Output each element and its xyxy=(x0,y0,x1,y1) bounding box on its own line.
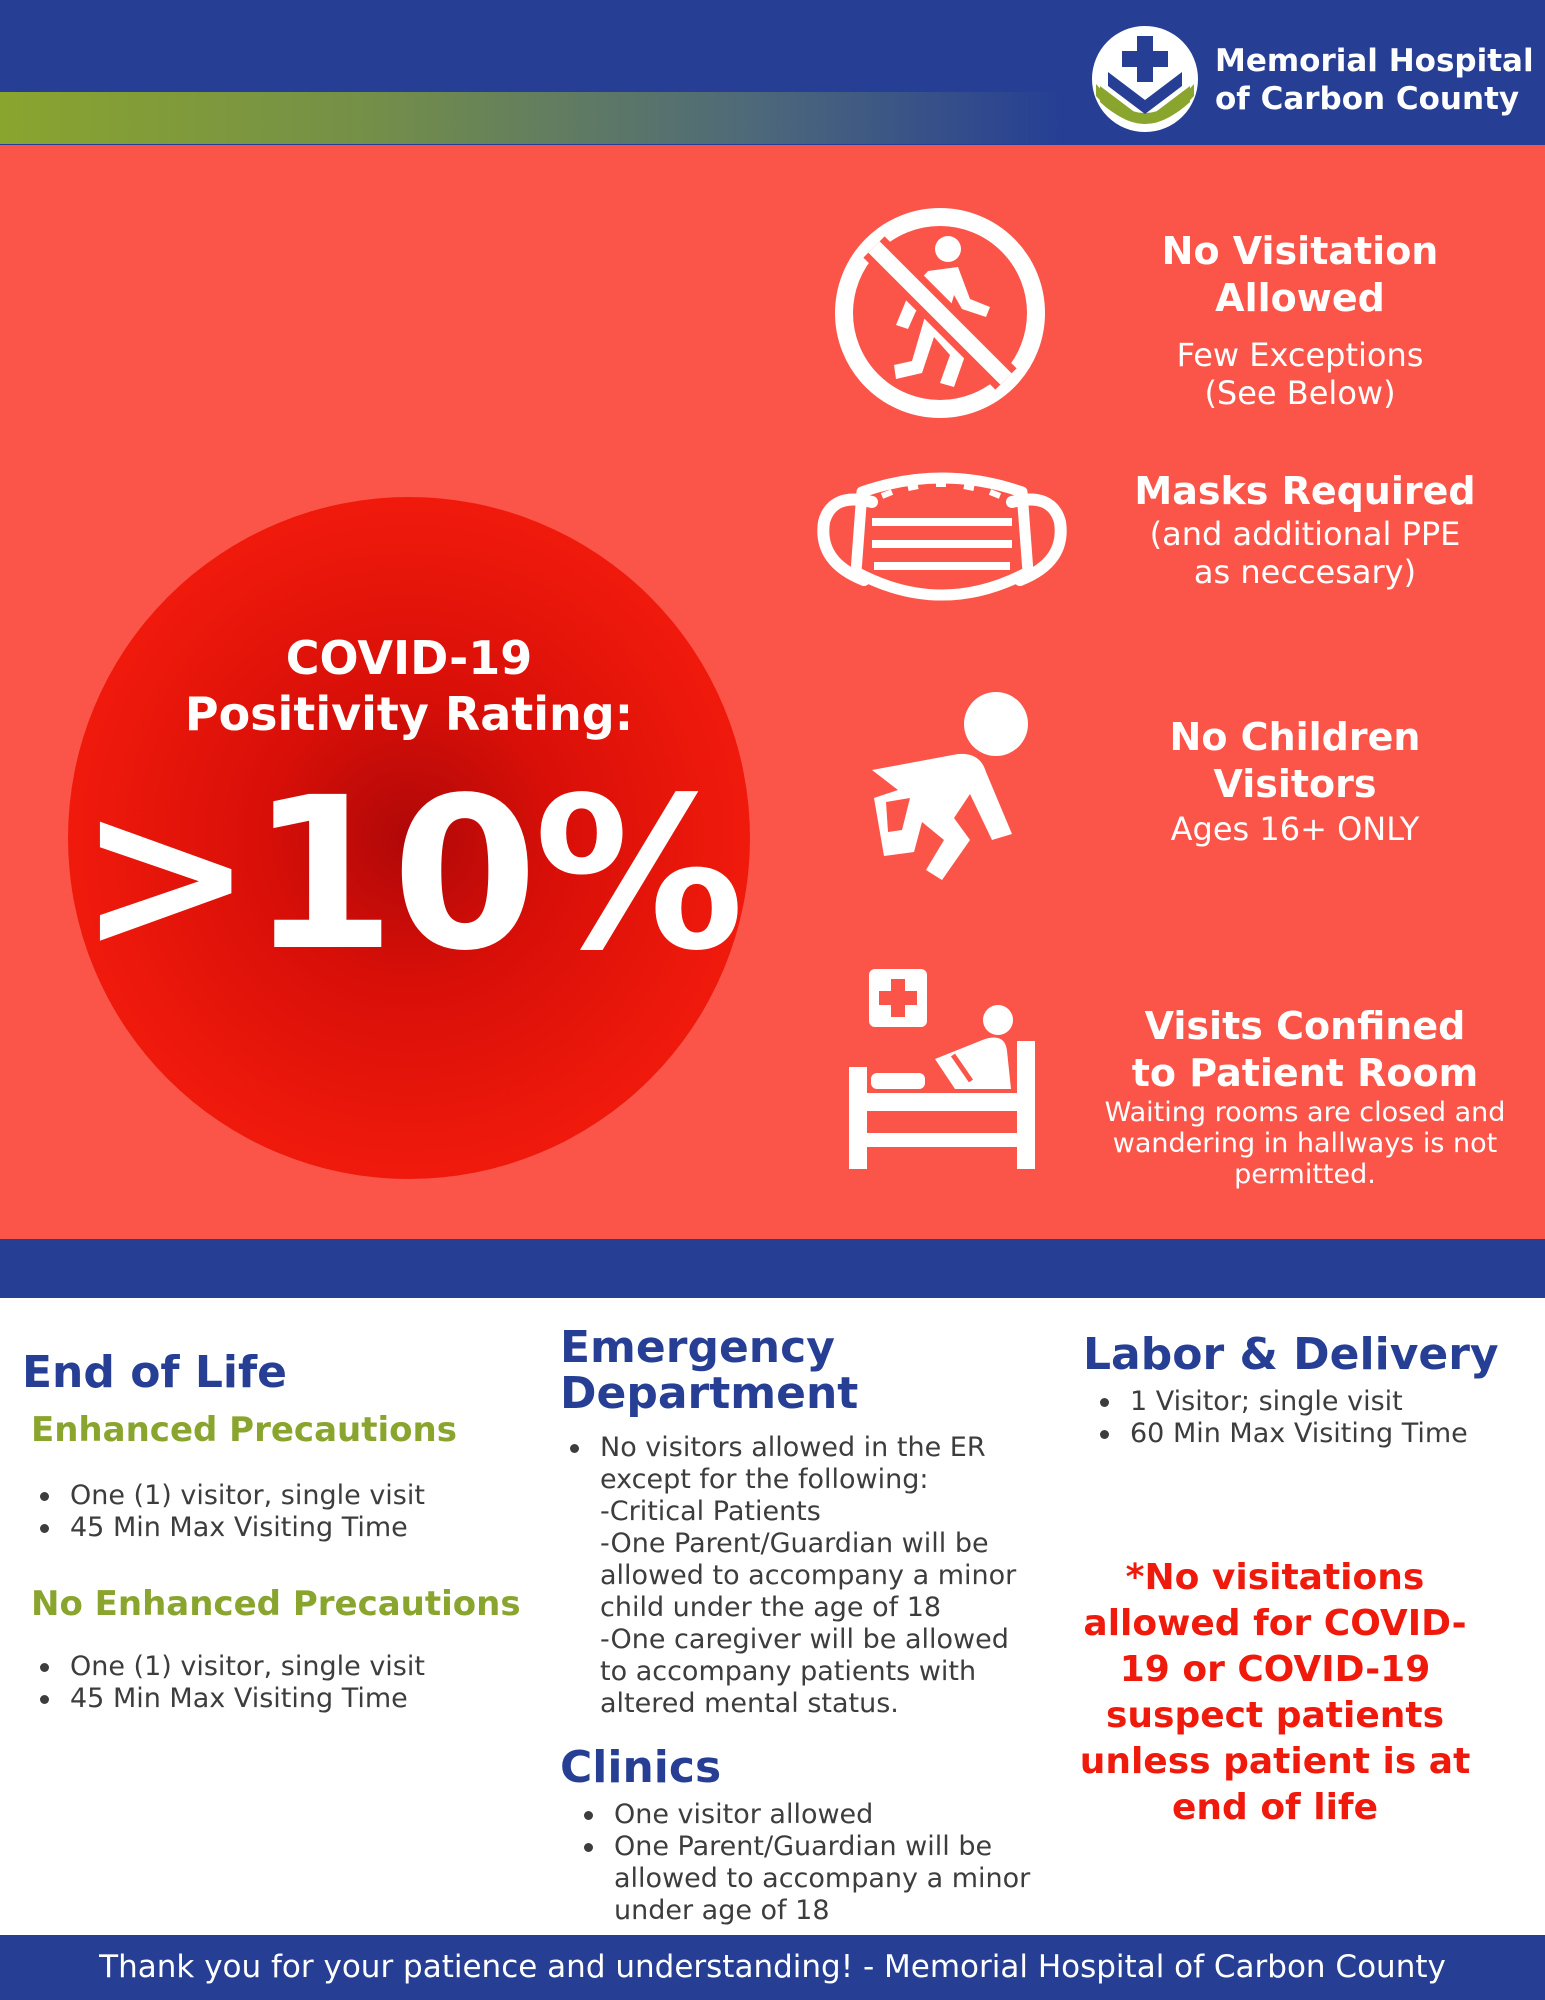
list-item: 45 Min Max Visiting Time xyxy=(34,1683,514,1715)
clinics-list xyxy=(578,1799,1048,1927)
list-item: 45 Min Max Visiting Time xyxy=(34,1512,514,1544)
clinics-title: Clinics xyxy=(560,1742,722,1793)
footer-bar xyxy=(0,1935,1545,2000)
rule-no-visitation-title: No Visitation Allowed xyxy=(1161,229,1439,320)
rule-no-children-line1: Ages 16+ ONLY xyxy=(1170,810,1420,848)
rule-masks-line1: (and additional PPE xyxy=(1149,515,1461,553)
emergency-line: allowed to accompany a minor xyxy=(600,1560,1017,1591)
no-walking-icon xyxy=(830,203,1050,423)
enhanced-precautions-title: Enhanced Precautions xyxy=(31,1410,457,1450)
rule-visits-confined-title1: Visits Confined xyxy=(1144,1004,1466,1048)
labor-delivery-title: Labor & Delivery xyxy=(1083,1329,1499,1380)
header-bar xyxy=(0,0,1545,145)
rule-masks-required xyxy=(1080,468,1530,591)
clinics-line: allowed to accompany a minor xyxy=(614,1863,1031,1894)
covid-notice-line: *No visitations xyxy=(1125,1557,1425,1598)
rule-no-children xyxy=(1080,714,1510,848)
child-icon xyxy=(858,690,1038,890)
patient-bed-icon xyxy=(845,969,1035,1169)
end-of-life-title: End of Life xyxy=(22,1347,287,1398)
rule-no-children-title1: No Children xyxy=(1169,715,1421,759)
emergency-line: to accompany patients with xyxy=(600,1656,977,1687)
positivity-rating-label xyxy=(68,630,750,742)
clinics-line: One Parent/Guardian will be xyxy=(614,1831,993,1862)
emergency-line: altered mental status. xyxy=(600,1688,899,1719)
rule-no-visitation-line1: Few Exceptions xyxy=(1176,336,1424,374)
emergency-line: -One caregiver will be allowed xyxy=(600,1624,1009,1655)
list-item xyxy=(564,1432,1034,1720)
hospital-name xyxy=(1215,42,1534,118)
labor-delivery-list xyxy=(1094,1386,1534,1450)
clinics-line: under age of 18 xyxy=(614,1895,830,1926)
clinics-line: One visitor allowed xyxy=(614,1799,874,1830)
emergency-line: No visitors allowed in the ER xyxy=(600,1432,986,1463)
rule-visits-confined xyxy=(1098,1003,1512,1190)
section-divider-band xyxy=(0,1239,1545,1298)
hospital-name-line2: of Carbon County xyxy=(1215,81,1520,117)
covid-notice-line: suspect patients xyxy=(1105,1695,1445,1736)
hospital-name-line1: Memorial Hospital xyxy=(1215,43,1534,79)
emergency-department-title xyxy=(560,1322,858,1420)
visitation-rules-panel xyxy=(0,145,1545,1239)
covid-notice-line: end of life xyxy=(1171,1787,1379,1828)
emergency-line: except for the following: xyxy=(600,1464,929,1495)
footer-thank-you: Thank you for your patience and understanding! - Memorial Hospital of Carbon County xyxy=(99,1949,1446,1985)
covid-notice-line: unless patient is at xyxy=(1079,1741,1471,1782)
rule-masks-line2: as neccesary) xyxy=(1193,553,1417,591)
covid-visitation-notice xyxy=(1075,1555,1475,1831)
covid-notice-line: allowed for COVID- xyxy=(1083,1603,1467,1644)
rule-visits-confined-line1: Waiting rooms are closed and xyxy=(1104,1097,1506,1128)
rule-visits-confined-line3: permitted. xyxy=(1234,1159,1376,1190)
list-item xyxy=(578,1799,1048,1831)
rule-visits-confined-title2: to Patient Room xyxy=(1131,1051,1479,1095)
rule-no-visitation xyxy=(1080,228,1520,412)
emergency-line: -Critical Patients xyxy=(600,1496,821,1527)
no-enhanced-precautions-list xyxy=(34,1651,514,1715)
positivity-label-line2: Positivity Rating: xyxy=(184,687,634,741)
covid-notice-line: 19 or COVID-19 xyxy=(1119,1649,1431,1690)
positivity-label-line1: COVID-19 xyxy=(285,631,533,685)
emergency-line: child under the age of 18 xyxy=(600,1592,942,1623)
cross-shield-icon xyxy=(1090,24,1200,134)
list-item xyxy=(578,1831,1048,1927)
rule-no-children-title2: Visitors xyxy=(1213,762,1377,806)
positivity-rating-value: >10% xyxy=(77,752,741,997)
rule-visits-confined-line2: wandering in hallways is not xyxy=(1112,1128,1498,1159)
rule-masks-title: Masks Required xyxy=(1134,469,1476,513)
list-item: One (1) visitor, single visit xyxy=(34,1480,514,1512)
enhanced-precautions-list xyxy=(34,1480,514,1544)
no-enhanced-precautions-title: No Enhanced Precautions xyxy=(31,1584,521,1624)
header-gradient-stripe xyxy=(0,92,1060,144)
emergency-line: -One Parent/Guardian will be xyxy=(600,1528,989,1559)
list-item: 60 Min Max Visiting Time xyxy=(1094,1418,1534,1450)
emergency-list xyxy=(564,1432,1034,1720)
list-item: One (1) visitor, single visit xyxy=(34,1651,514,1683)
emergency-title-line2: Department xyxy=(560,1368,859,1419)
emergency-title-line1: Emergency xyxy=(560,1322,835,1373)
rule-no-visitation-line2: (See Below) xyxy=(1204,374,1396,412)
face-mask-icon xyxy=(812,462,1072,622)
list-item: 1 Visitor; single visit xyxy=(1094,1386,1534,1418)
